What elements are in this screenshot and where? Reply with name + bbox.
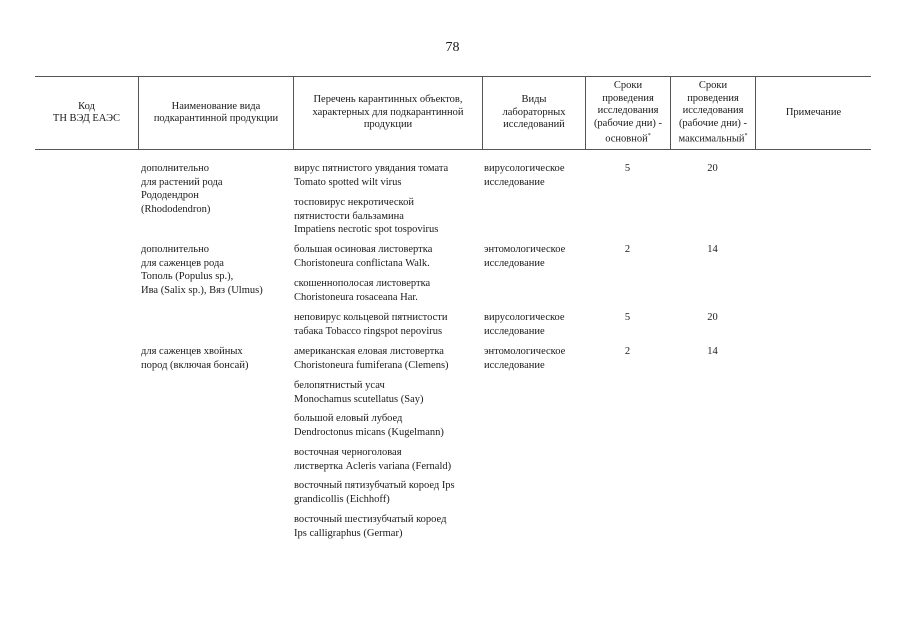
term-max-cell: 20: [707, 312, 718, 323]
object-entry: американская еловая листовертка Choristoneura fumiferana (Clemens): [294, 346, 449, 371]
header-term-max-text: Сроки проведения исследования (рабочие дни) - максимальный: [678, 80, 748, 145]
object-entry: тосповирус некротической пятнистости бальзамина Impatiens necrotic spot tospovirus: [294, 197, 439, 235]
lab-type-cell: энтомологическое исследование: [484, 244, 566, 269]
object-entry: большой еловый лубоед Dendroctonus micans (Kugelmann): [294, 413, 444, 438]
header-term-max: [670, 77, 755, 149]
header-note: Примечание: [755, 77, 871, 149]
product-cell: дополнительно для саженцев рода Тополь (Populus sp.), Ива (Salix sp.), Вяз (Ulmus): [141, 244, 263, 296]
lab-type-cell: вирусологическое исследование: [484, 163, 565, 188]
object-entry: восточная черноголовая листвертка Acleris variana (Fernald): [294, 447, 452, 472]
object-entry: неповирус кольцевой пятнистости табака Tobacco ringspot nepovirus: [294, 312, 448, 337]
object-entry: вирус пятнистого увядания томата Tomato spotted wilt virus: [294, 163, 449, 188]
header-objects: Перечень карантинных объектов, характерных для подкарантинной продукции: [293, 77, 482, 149]
product-cell: для саженцев хвойных пород (включая бонсай): [141, 346, 249, 371]
header-product: Наименование вида подкарантинной продукции: [138, 77, 293, 149]
header-lab-types: Виды лабораторных исследований: [482, 77, 585, 149]
footnote-mark: *: [744, 133, 748, 139]
term-base-cell: 5: [624, 163, 631, 174]
header-term-base: [585, 77, 670, 149]
lab-type-cell: энтомологическое исследование: [484, 346, 566, 371]
term-base-cell: 5: [624, 312, 631, 323]
term-max-cell: 14: [707, 346, 718, 357]
object-entry: скошеннополосая листовертка Choristoneura rosaceana Har.: [294, 278, 431, 303]
lab-type-cell: вирусологическое исследование: [484, 312, 565, 337]
header-code: Код ТН ВЭД ЕАЭС: [52, 100, 121, 124]
product-cell: дополнительно для растений рода Рододендрон (Rhododendron): [141, 163, 223, 215]
term-max-cell: 14: [707, 244, 718, 255]
header-term-base-text: Сроки проведения исследования (рабочие дни) - основной: [593, 80, 663, 145]
term-base-cell: 2: [624, 244, 631, 255]
term-max-cell: 20: [707, 163, 718, 174]
object-entry: большая осиновая листовертка Choristoneura conflictana Walk.: [294, 244, 433, 269]
table-header: [35, 76, 871, 150]
page-number: 78: [445, 40, 460, 55]
footnote-mark: *: [647, 133, 651, 139]
term-base-cell: 2: [624, 346, 631, 357]
object-entry: восточный шестизубчатый короед Ips calligraphus (Germar): [294, 514, 447, 539]
object-entry: восточный пятизубчатый короед Ips grandicollis (Eichhoff): [294, 480, 455, 505]
object-entry: белопятнистый усач Monochamus scutellatus (Say): [294, 380, 424, 405]
